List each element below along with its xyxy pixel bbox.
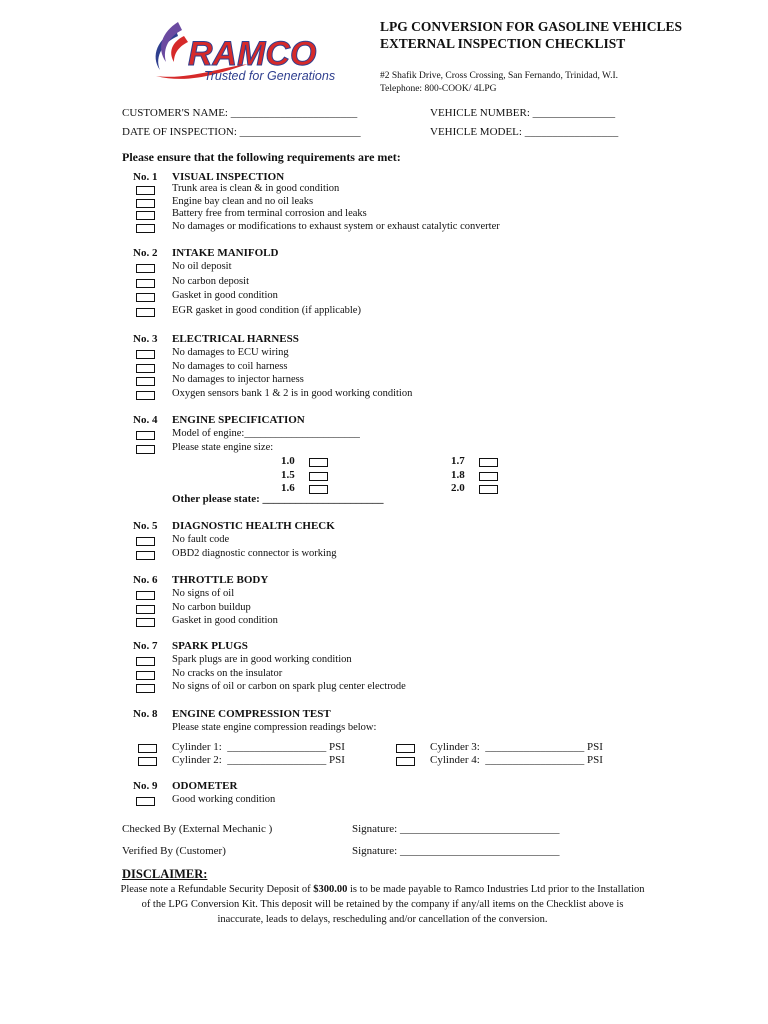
- cylinder-reading-field[interactable]: Cylinder 4: __________________ PSI: [430, 754, 603, 766]
- section-title: VISUAL INSPECTION: [172, 171, 285, 183]
- checkbox[interactable]: [136, 797, 155, 806]
- engine-size-label: 2.0: [451, 482, 465, 494]
- engine-size-label: 1.0: [281, 455, 295, 467]
- checkbox[interactable]: [136, 264, 155, 273]
- engine-size-checkbox[interactable]: [479, 485, 498, 494]
- checklist-item: No damages to injector harness: [172, 374, 304, 385]
- section-number: No. 8: [133, 708, 158, 720]
- engine-size-label: 1.8: [451, 469, 465, 481]
- checkbox[interactable]: [136, 199, 155, 208]
- checkbox[interactable]: [136, 293, 155, 302]
- cylinder-checkbox[interactable]: [138, 757, 157, 766]
- section-number: No. 2: [133, 247, 158, 259]
- checklist-item: Good working condition: [172, 794, 276, 805]
- engine-size-label: 1.5: [281, 469, 295, 481]
- engine-size-label: 1.6: [281, 482, 295, 494]
- checklist-item: No signs of oil or carbon on spark plug center electrode: [172, 681, 406, 692]
- checkbox[interactable]: [136, 657, 155, 666]
- checklist-item: No oil deposit: [172, 261, 232, 272]
- address-line: #2 Shafik Drive, Cross Crossing, San Fernando, Trinidad, W.I.: [380, 71, 619, 81]
- section-number: No. 9: [133, 780, 158, 792]
- disclaimer-title: DISCLAIMER:: [122, 867, 208, 881]
- checklist-item: Model of engine:______________________: [172, 428, 360, 439]
- flame-icon: [148, 18, 368, 88]
- checklist-item: Oxygen sensors bank 1 & 2 is in good working condition: [172, 387, 413, 399]
- cylinder-reading-field[interactable]: Cylinder 1: __________________ PSI: [172, 741, 345, 753]
- checkbox[interactable]: [136, 431, 155, 440]
- checkbox[interactable]: [136, 618, 155, 627]
- disclaimer-text: [120, 882, 645, 927]
- instruction-heading: Please ensure that the following requirements are met:: [122, 150, 401, 164]
- checkbox[interactable]: [136, 684, 155, 693]
- section-number: No. 7: [133, 640, 158, 652]
- checklist-item: No cracks on the insulator: [172, 667, 283, 679]
- document-title: LPG CONVERSION FOR GASOLINE VEHICLES EXTERNAL INSPECTION CHECKLIST: [380, 19, 683, 51]
- cylinder-reading-field[interactable]: Cylinder 3: __________________ PSI: [430, 741, 603, 753]
- checkbox[interactable]: [136, 391, 155, 400]
- checklist-item: No damages to ECU wiring: [172, 347, 289, 358]
- section-title: ENGINE SPECIFICATION: [172, 414, 305, 426]
- telephone-line: Telephone: 800-COOK/ 4LPG: [380, 84, 497, 94]
- checkbox[interactable]: [136, 308, 155, 317]
- section-title: ENGINE COMPRESSION TEST: [172, 708, 331, 720]
- other-engine-size-field[interactable]: Other please state: ______________________: [172, 493, 384, 505]
- customer-signature-field[interactable]: Signature: _____________________________: [352, 845, 560, 857]
- checklist-item: No signs of oil: [172, 588, 235, 599]
- cylinder-checkbox[interactable]: [138, 744, 157, 753]
- section-title: ODOMETER: [172, 780, 238, 792]
- section-number: No. 6: [133, 574, 158, 586]
- section-number: No. 1: [133, 171, 158, 183]
- cylinder-checkbox[interactable]: [396, 757, 415, 766]
- checkbox[interactable]: [136, 224, 155, 233]
- logo-tagline: Trusted for Generations: [204, 69, 336, 83]
- checkbox[interactable]: [136, 445, 155, 454]
- section-title: THROTTLE BODY: [172, 574, 269, 586]
- checkbox[interactable]: [136, 591, 155, 600]
- verified-by-label: Verified By (Customer): [122, 845, 226, 857]
- checklist-item: OBD2 diagnostic connector is working: [172, 547, 337, 559]
- disclaimer-text-before: Please note a Refundable Security Deposit of: [120, 884, 314, 895]
- checklist-item: Engine bay clean and no oil leaks: [172, 195, 314, 207]
- section-number: No. 3: [133, 333, 158, 345]
- checklist-item: Please state engine compression readings below:: [172, 722, 377, 733]
- checklist-item: Battery free from terminal corrosion and leaks: [172, 208, 367, 219]
- mechanic-signature-field[interactable]: Signature: _____________________________: [352, 823, 560, 835]
- checkbox[interactable]: [136, 279, 155, 288]
- checklist-item: No damages to coil harness: [172, 360, 288, 372]
- checklist-item: Please state engine size:: [172, 441, 274, 453]
- disclaimer-text-after: is to be made payable to Ramco Industries Ltd prior to the Installation of the LPG Conversion Kit. This deposit will be retained by the company if any/all items on the Checklist above is inaccurate, leads to delays, rescheduling and/or cancellation of the conversion.: [141, 884, 645, 925]
- checked-by-label: Checked By (External Mechanic ): [122, 823, 273, 835]
- checkbox[interactable]: [136, 537, 155, 546]
- cylinder-reading-field[interactable]: Cylinder 2: __________________ PSI: [172, 754, 345, 766]
- section-title: SPARK PLUGS: [172, 640, 248, 652]
- checkbox[interactable]: [136, 551, 155, 560]
- checklist-item: No carbon buildup: [172, 601, 251, 613]
- checklist-item: No damages or modifications to exhaust system or exhaust catalytic converter: [172, 220, 500, 232]
- checkbox[interactable]: [136, 377, 155, 386]
- section-title: ELECTRICAL HARNESS: [172, 333, 299, 345]
- checklist-item: No fault code: [172, 534, 230, 545]
- section-number: No. 4: [133, 414, 158, 426]
- vehicle-model-field[interactable]: VEHICLE MODEL: _________________: [430, 126, 619, 138]
- engine-size-checkbox[interactable]: [309, 472, 328, 481]
- checkbox[interactable]: [136, 364, 155, 373]
- cylinder-checkbox[interactable]: [396, 744, 415, 753]
- checklist-item: Gasket in good condition: [172, 615, 278, 626]
- checklist-item: Trunk area is clean & in good condition: [172, 183, 340, 194]
- checkbox[interactable]: [136, 186, 155, 195]
- engine-size-checkbox[interactable]: [479, 458, 498, 467]
- logo-wordmark: RAMCO: [188, 35, 317, 73]
- checkbox[interactable]: [136, 211, 155, 220]
- checklist-item: Gasket in good condition: [172, 290, 278, 301]
- checklist-item: EGR gasket in good condition (if applicable): [172, 304, 361, 316]
- checklist-item: No carbon deposit: [172, 275, 249, 287]
- company-logo: [148, 18, 368, 88]
- checkbox[interactable]: [136, 350, 155, 359]
- customer-name-field[interactable]: CUSTOMER'S NAME: _______________________: [122, 107, 358, 119]
- section-title: DIAGNOSTIC HEALTH CHECK: [172, 520, 335, 532]
- engine-size-label: 1.7: [451, 455, 465, 467]
- vehicle-number-field[interactable]: VEHICLE NUMBER: _______________: [430, 107, 616, 119]
- engine-size-checkbox[interactable]: [479, 472, 498, 481]
- company-address: [380, 70, 760, 96]
- checklist-item: Spark plugs are in good working condition: [172, 654, 352, 665]
- section-number: No. 5: [133, 520, 158, 532]
- engine-size-checkbox[interactable]: [309, 458, 328, 467]
- deposit-amount: $300.00: [313, 884, 348, 895]
- checkbox[interactable]: [136, 671, 155, 680]
- section-title: INTAKE MANIFOLD: [172, 247, 279, 259]
- checkbox[interactable]: [136, 605, 155, 614]
- date-of-inspection-field[interactable]: DATE OF INSPECTION: ______________________: [122, 126, 361, 138]
